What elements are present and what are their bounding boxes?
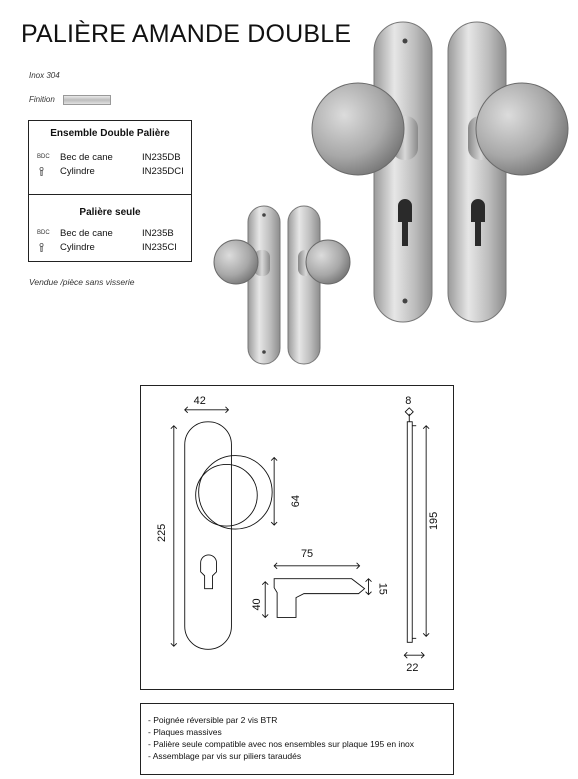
dim-side-height: 195 bbox=[428, 511, 441, 531]
bdc-tag: BDC bbox=[37, 154, 50, 160]
table-divider bbox=[29, 194, 191, 195]
dim-side-thickness: 8 bbox=[405, 394, 412, 407]
row-name: Bec de cane bbox=[60, 228, 113, 239]
dim-stem-height: 40 bbox=[251, 598, 264, 611]
dim-plate-height: 225 bbox=[155, 523, 168, 542]
row-ref: IN235DCI bbox=[142, 166, 184, 177]
set-title-double: Ensemble Double Palière bbox=[50, 128, 170, 139]
cylinder-icon bbox=[39, 243, 44, 252]
dim-thickness: 15 bbox=[376, 582, 389, 595]
bdc-tag: BDC bbox=[37, 230, 50, 236]
row-ref: IN235B bbox=[142, 228, 174, 239]
technical-drawing bbox=[140, 385, 454, 690]
features-list bbox=[140, 703, 454, 775]
finish-swatch bbox=[63, 95, 111, 105]
cylinder-icon bbox=[39, 167, 44, 176]
reference-table bbox=[28, 120, 192, 262]
dim-side-width: 22 bbox=[406, 662, 419, 675]
finish-label: Finition bbox=[29, 95, 55, 104]
material-label: Inox 304 bbox=[29, 71, 60, 80]
row-ref: IN235DB bbox=[142, 152, 181, 163]
dim-plate-width: 42 bbox=[193, 394, 206, 407]
dim-projection: 75 bbox=[300, 547, 314, 560]
page-title: PALIÈRE AMANDE DOUBLE bbox=[21, 20, 352, 48]
row-name: Cylindre bbox=[60, 242, 95, 253]
feature-item: - Assemblage par vis sur piliers taraudés bbox=[148, 751, 302, 761]
product-photo bbox=[212, 18, 578, 366]
row-name: Bec de cane bbox=[60, 152, 113, 163]
feature-item: - Plaques massives bbox=[148, 727, 222, 737]
row-ref: IN235CI bbox=[142, 242, 177, 253]
feature-item: - Poignée réversible par 2 vis BTR bbox=[148, 715, 278, 725]
sold-note: Vendue /pièce sans visserie bbox=[29, 277, 135, 287]
dim-knob-height: 64 bbox=[289, 495, 302, 508]
row-name: Cylindre bbox=[60, 166, 95, 177]
feature-item: - Palière seule compatible avec nos ensembles sur plaque 195 en inox bbox=[148, 739, 415, 749]
set-title-single: Palière seule bbox=[79, 207, 141, 218]
